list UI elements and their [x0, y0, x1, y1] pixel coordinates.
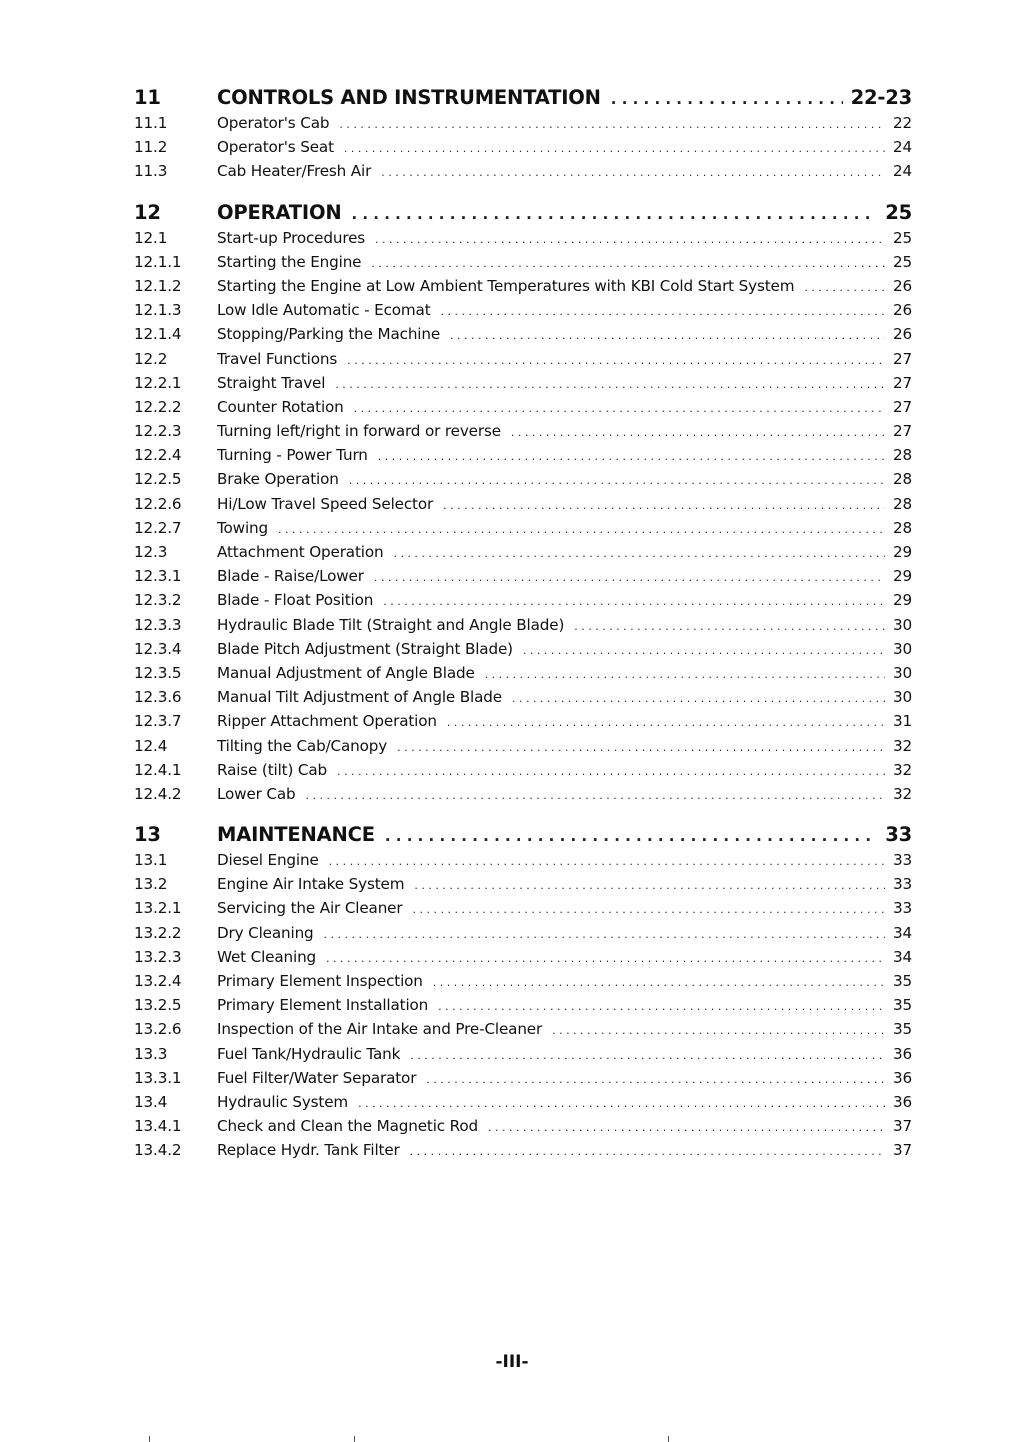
entry-page: 26 — [892, 276, 912, 295]
entry-number: 11.2 — [134, 138, 168, 157]
toc-entry — [134, 996, 912, 1020]
toc-entry — [134, 712, 912, 736]
dot-leader — [383, 595, 885, 608]
entry-page: 33 — [892, 899, 912, 918]
entry-title: Straight Travel — [217, 373, 326, 392]
dot-leader — [410, 1049, 885, 1062]
entry-title: Low Idle Automatic - Ecomat — [217, 301, 431, 320]
entry-number: 13.3.1 — [134, 1068, 182, 1087]
dot-leader — [450, 329, 885, 342]
toc-entry — [134, 785, 912, 809]
dot-leader — [552, 1024, 885, 1037]
entry-number: 12.2.2 — [134, 397, 182, 416]
dot-leader — [358, 1097, 885, 1110]
entry-number: 12.3.5 — [134, 663, 182, 682]
dot-leader — [375, 233, 885, 246]
toc-entry — [134, 972, 912, 996]
dot-leader — [512, 692, 885, 705]
entry-title: Hydraulic Blade Tilt (Straight and Angle Blade) — [217, 615, 565, 634]
toc-entry — [134, 1117, 912, 1141]
entry-page: 22 — [892, 114, 912, 132]
entry-page: 27 — [892, 397, 912, 416]
entry-page: 31 — [892, 712, 912, 731]
toc-entry — [134, 519, 912, 543]
entry-title: Stopping/Parking the Machine — [217, 325, 441, 344]
dot-leader — [306, 789, 885, 802]
dot-leader — [443, 499, 885, 512]
entry-number: 12.1.2 — [134, 276, 182, 295]
entry-page: 25 — [892, 252, 912, 271]
entry-page: 26 — [892, 325, 912, 344]
entry-number: 12.2.4 — [134, 446, 182, 465]
entry-page: 36 — [892, 1092, 912, 1111]
chapter-title: OPERATION — [217, 200, 342, 224]
entry-number: 12.3.4 — [134, 639, 182, 658]
dot-leader — [410, 1145, 885, 1158]
entry-title: Starting the Engine — [217, 252, 362, 271]
entry-title: Check and Clean the Magnetic Rod — [217, 1117, 479, 1136]
entry-title: Lower Cab — [217, 784, 296, 803]
chapter-number: 12 — [134, 200, 161, 224]
entry-page: 24 — [892, 138, 912, 157]
dot-leader — [381, 166, 885, 179]
entry-number: 12.4.2 — [134, 784, 182, 803]
entry-number: 13.4 — [134, 1092, 168, 1111]
toc-entry — [134, 924, 912, 948]
dot-leader — [511, 426, 885, 439]
entry-title: Servicing the Air Cleaner — [217, 899, 403, 918]
entry-title: Fuel Tank/Hydraulic Tank — [217, 1044, 401, 1063]
entry-number: 12.3.7 — [134, 712, 182, 731]
entry-page: 37 — [892, 1141, 912, 1160]
toc-section — [134, 823, 912, 1165]
entry-number: 12.1.4 — [134, 325, 182, 344]
toc-entry — [134, 446, 912, 470]
dot-leader — [438, 1000, 885, 1013]
entry-page: 29 — [892, 591, 912, 610]
toc-section — [134, 201, 912, 810]
toc-entry — [134, 495, 912, 519]
entry-number: 12.2.5 — [134, 470, 182, 489]
entry-number: 13.1 — [134, 851, 168, 870]
entry-number: 12.3.3 — [134, 615, 182, 634]
entry-page: 35 — [892, 972, 912, 990]
entry-page: 30 — [892, 663, 912, 682]
toc-entry — [134, 350, 912, 374]
entry-page: 36 — [892, 1068, 912, 1087]
dot-leader — [374, 571, 885, 584]
entry-title: Primary Element Installation — [217, 996, 429, 1015]
entry-page: 28 — [892, 494, 912, 513]
entry-page: 27 — [892, 373, 912, 392]
entry-page: 30 — [892, 615, 912, 634]
entry-title: Replace Hydr. Tank Filter — [217, 1141, 400, 1160]
chapter-title: CONTROLS AND INSTRUMENTATION — [217, 86, 601, 109]
dot-leader — [414, 879, 885, 892]
entry-number: 13.4.1 — [134, 1117, 182, 1136]
toc-entry — [134, 1020, 912, 1044]
dot-leader — [412, 903, 884, 916]
entry-page: 25 — [892, 228, 912, 247]
entry-title: Wet Cleaning — [217, 947, 317, 966]
toc-chapter-heading — [134, 86, 912, 114]
entry-number: 13.2 — [134, 875, 168, 894]
table-of-contents — [134, 86, 912, 1180]
entry-number: 13.2.5 — [134, 996, 182, 1015]
toc-entry — [134, 229, 912, 253]
dot-leader — [371, 257, 885, 270]
dot-leader — [351, 205, 877, 223]
toc-entry — [134, 543, 912, 567]
toc-entry — [134, 899, 912, 923]
toc-entry — [134, 761, 912, 785]
entry-title: Operator's Cab — [217, 114, 330, 132]
entry-page: 36 — [892, 1044, 912, 1063]
entry-page: 28 — [892, 446, 912, 465]
dot-leader — [339, 118, 885, 131]
entry-title: Travel Functions — [217, 349, 338, 368]
entry-number: 12.3.1 — [134, 567, 182, 586]
entry-title: Ripper Attachment Operation — [217, 712, 437, 731]
scan-mark — [354, 1436, 355, 1442]
entry-page: 33 — [892, 851, 912, 870]
entry-title: Starting the Engine at Low Ambient Temperatures with KBI Cold Start System — [217, 276, 795, 295]
entry-page: 24 — [892, 162, 912, 181]
entry-page: 37 — [892, 1117, 912, 1136]
dot-leader — [447, 716, 885, 729]
dot-leader — [397, 741, 885, 754]
toc-entry — [134, 1141, 912, 1165]
entry-title: Fuel Filter/Water Separator — [217, 1068, 417, 1087]
entry-page: 34 — [892, 947, 912, 966]
scan-mark — [668, 1436, 669, 1442]
dot-leader — [337, 765, 885, 778]
dot-leader — [574, 620, 885, 633]
toc-entry — [134, 325, 912, 349]
entry-number: 12.1 — [134, 228, 168, 247]
entry-page: 28 — [892, 470, 912, 489]
entry-number: 13.3 — [134, 1044, 168, 1063]
dot-leader — [349, 474, 885, 487]
dot-leader — [278, 523, 885, 536]
entry-title: Turning left/right in forward or reverse — [217, 422, 501, 441]
toc-entry — [134, 737, 912, 761]
toc-chapter-heading — [134, 201, 912, 229]
toc-chapter-heading — [134, 823, 912, 851]
dot-leader — [324, 928, 885, 941]
toc-section — [134, 86, 912, 187]
toc-entry — [134, 591, 912, 615]
entry-title: Dry Cleaning — [217, 923, 314, 942]
dot-leader — [488, 1121, 885, 1134]
dot-leader — [385, 827, 877, 845]
toc-entry — [134, 616, 912, 640]
entry-title: Primary Element Inspection — [217, 972, 423, 990]
entry-title: Turning - Power Turn — [217, 446, 368, 465]
toc-entry — [134, 851, 912, 875]
toc-entry — [134, 1093, 912, 1117]
entry-page: 35 — [892, 1020, 912, 1039]
chapter-number: 13 — [134, 823, 161, 847]
entry-number: 13.2.1 — [134, 899, 182, 918]
entry-page: 30 — [892, 688, 912, 707]
chapter-page: 33 — [885, 823, 912, 847]
toc-entry — [134, 374, 912, 398]
toc-entry — [134, 664, 912, 688]
entry-number: 11.3 — [134, 162, 168, 181]
entry-page: 34 — [892, 923, 912, 942]
entry-page: 35 — [892, 996, 912, 1015]
dot-leader — [335, 378, 885, 391]
scan-mark — [149, 1436, 150, 1442]
entry-number: 12.3.2 — [134, 591, 182, 610]
entry-title: Counter Rotation — [217, 397, 344, 416]
entry-page: 29 — [892, 543, 912, 561]
toc-entry — [134, 875, 912, 899]
toc-entry — [134, 253, 912, 277]
toc-entry — [134, 398, 912, 422]
dot-leader — [378, 450, 885, 463]
dot-leader — [347, 354, 885, 367]
entry-title: Tilting the Cab/Canopy — [217, 736, 388, 755]
dot-leader — [329, 855, 885, 868]
entry-title: Blade Pitch Adjustment (Straight Blade) — [217, 639, 513, 658]
entry-title: Brake Operation — [217, 470, 339, 489]
entry-title: Manual Adjustment of Angle Blade — [217, 663, 475, 682]
toc-entry — [134, 688, 912, 712]
entry-number: 12.3 — [134, 543, 168, 561]
entry-number: 12.1.1 — [134, 252, 182, 271]
chapter-page: 25 — [885, 200, 912, 224]
entry-title: Towing — [217, 518, 268, 537]
entry-number: 13.2.6 — [134, 1020, 182, 1039]
toc-entry — [134, 948, 912, 972]
toc-entry — [134, 1045, 912, 1069]
toc-entry — [134, 301, 912, 325]
toc-entry — [134, 138, 912, 162]
entry-page: 27 — [892, 422, 912, 441]
dot-leader — [433, 976, 885, 989]
entry-page: 32 — [892, 736, 912, 755]
entry-number: 12.4 — [134, 736, 168, 755]
entry-number: 12.2.7 — [134, 518, 182, 537]
dot-leader — [523, 644, 885, 657]
page-number: -III- — [495, 1352, 529, 1372]
entry-number: 12.2.3 — [134, 422, 182, 441]
entry-number: 11.1 — [134, 114, 168, 132]
toc-entry — [134, 470, 912, 494]
dot-leader — [344, 142, 885, 155]
entry-number: 13.2.4 — [134, 972, 182, 990]
entry-page: 27 — [892, 349, 912, 368]
entry-title: Raise (tilt) Cab — [217, 760, 328, 779]
entry-title: Cab Heater/Fresh Air — [217, 162, 372, 181]
entry-number: 12.4.1 — [134, 760, 182, 779]
entry-title: Manual Tilt Adjustment of Angle Blade — [217, 688, 502, 707]
toc-entry — [134, 640, 912, 664]
toc-entry — [134, 422, 912, 446]
dot-leader — [441, 305, 885, 318]
chapter-title: MAINTENANCE — [217, 823, 375, 847]
entry-title: Engine Air Intake System — [217, 875, 405, 894]
dot-leader — [485, 668, 885, 681]
entry-page: 29 — [892, 567, 912, 586]
toc-entry — [134, 1069, 912, 1093]
entry-page: 33 — [892, 875, 912, 894]
dot-leader — [426, 1073, 885, 1086]
entry-number: 13.4.2 — [134, 1141, 182, 1160]
entry-title: Blade - Float Position — [217, 591, 374, 610]
chapter-page: 22-23 — [850, 86, 912, 109]
toc-entry — [134, 277, 912, 301]
entry-title: Inspection of the Air Intake and Pre-Cleaner — [217, 1020, 543, 1039]
entry-page: 32 — [892, 784, 912, 803]
entry-title: Attachment Operation — [217, 543, 384, 561]
entry-number: 12.2 — [134, 349, 168, 368]
dot-leader — [354, 402, 885, 415]
toc-entry — [134, 114, 912, 138]
entry-title: Start-up Procedures — [217, 228, 366, 247]
dot-leader — [326, 952, 885, 965]
dot-leader — [611, 90, 843, 108]
entry-number: 12.1.3 — [134, 301, 182, 320]
entry-title: Operator's Seat — [217, 138, 334, 157]
entry-number: 12.3.6 — [134, 688, 182, 707]
entry-page: 32 — [892, 760, 912, 779]
entry-page: 26 — [892, 301, 912, 320]
entry-page: 30 — [892, 639, 912, 658]
chapter-number: 11 — [134, 86, 161, 109]
entry-number: 13.2.2 — [134, 923, 182, 942]
dot-leader — [393, 547, 885, 560]
entry-number: 13.2.3 — [134, 947, 182, 966]
entry-title: Diesel Engine — [217, 851, 319, 870]
entry-title: Hydraulic System — [217, 1092, 349, 1111]
toc-entry — [134, 567, 912, 591]
dot-leader — [804, 281, 885, 294]
entry-title: Hi/Low Travel Speed Selector — [217, 494, 434, 513]
entry-page: 28 — [892, 518, 912, 537]
toc-entry — [134, 162, 912, 186]
entry-title: Blade - Raise/Lower — [217, 567, 364, 586]
entry-number: 12.2.1 — [134, 373, 182, 392]
entry-number: 12.2.6 — [134, 494, 182, 513]
